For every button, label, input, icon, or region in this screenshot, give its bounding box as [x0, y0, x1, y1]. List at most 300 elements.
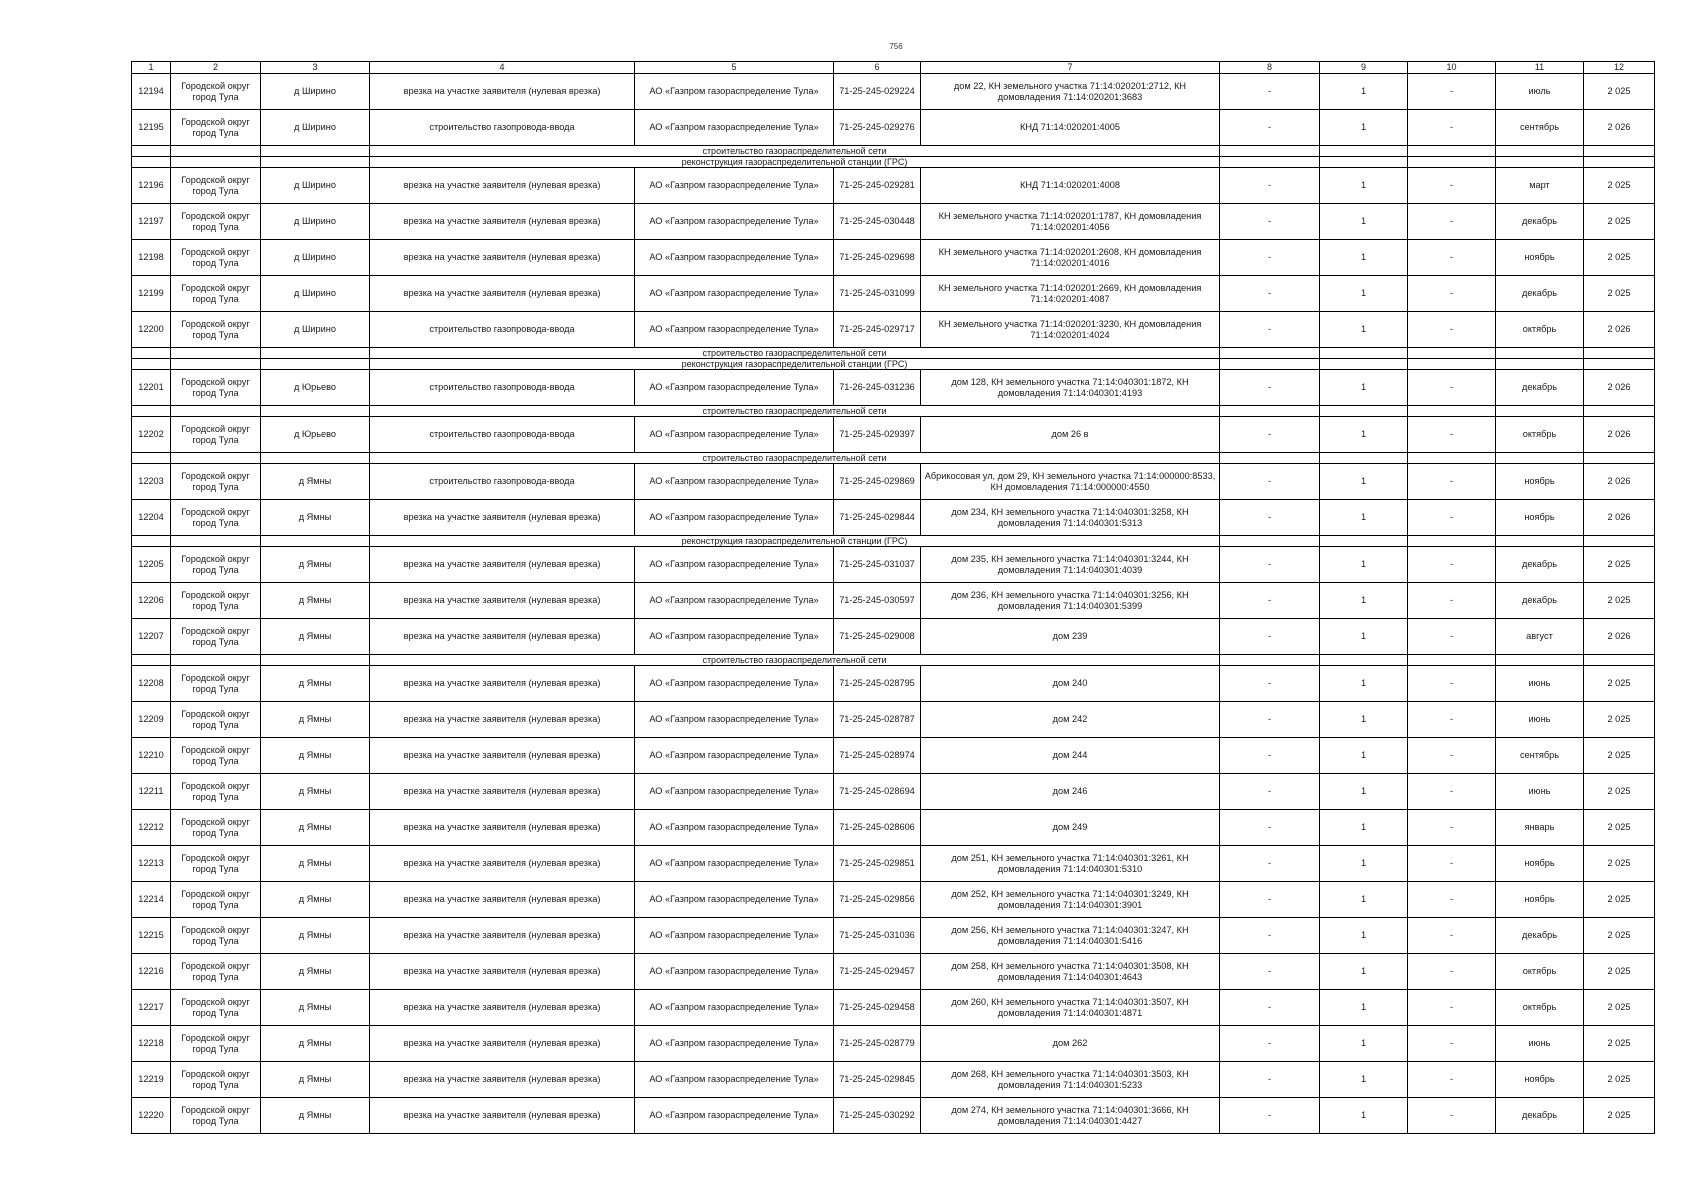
locality-cell: д Ямны: [261, 738, 370, 774]
empty-cell: [261, 655, 370, 666]
locality-cell: д Ямны: [261, 1026, 370, 1062]
column-header: 11: [1496, 62, 1584, 74]
column-header: 12: [1584, 62, 1655, 74]
table-row: [132, 583, 1655, 619]
year-cell: 2 025: [1584, 204, 1655, 240]
quantity-cell: 1: [1320, 370, 1408, 406]
empty-cell: [1220, 348, 1320, 359]
quantity-cell: 1: [1320, 954, 1408, 990]
table-row: [132, 168, 1655, 204]
empty-cell: [261, 348, 370, 359]
empty-cell: [171, 157, 261, 168]
empty-cell: [1496, 453, 1584, 464]
column-10-cell: -: [1408, 619, 1496, 655]
month-cell: январь: [1496, 810, 1584, 846]
address-cell: КН земельного участка 71:14:020201:2608, КН домовладения 71:14:020201:4016: [921, 240, 1220, 276]
district-cell: Городской округ город Тула: [171, 954, 261, 990]
district-cell: Городской округ город Тула: [171, 918, 261, 954]
year-cell: 2 026: [1584, 417, 1655, 453]
column-header: 8: [1220, 62, 1320, 74]
row-number: 12219: [132, 1062, 171, 1098]
month-cell: октябрь: [1496, 417, 1584, 453]
column-8-cell: -: [1220, 547, 1320, 583]
row-number: 12202: [132, 417, 171, 453]
empty-cell: [1220, 359, 1320, 370]
year-cell: 2 025: [1584, 810, 1655, 846]
district-cell: Городской округ город Тула: [171, 666, 261, 702]
column-header: 10: [1408, 62, 1496, 74]
locality-cell: д Ямны: [261, 990, 370, 1026]
column-10-cell: -: [1408, 846, 1496, 882]
quantity-cell: 1: [1320, 240, 1408, 276]
locality-cell: д Ямны: [261, 882, 370, 918]
table-row: [132, 954, 1655, 990]
project-code-cell: 71-25-245-030448: [834, 204, 921, 240]
organization-cell: АО «Газпром газораспределение Тула»: [635, 846, 834, 882]
month-cell: декабрь: [1496, 583, 1584, 619]
year-cell: 2 025: [1584, 168, 1655, 204]
address-cell: дом 268, КН земельного участка 71:14:040301:3503, КН домовладения 71:14:040301:5233: [921, 1062, 1220, 1098]
empty-cell: [1408, 655, 1496, 666]
empty-cell: [171, 453, 261, 464]
column-10-cell: -: [1408, 417, 1496, 453]
district-cell: Городской округ город Тула: [171, 882, 261, 918]
month-cell: июнь: [1496, 666, 1584, 702]
project-code-cell: 71-25-245-029698: [834, 240, 921, 276]
column-10-cell: -: [1408, 738, 1496, 774]
column-8-cell: -: [1220, 370, 1320, 406]
empty-cell: [1220, 406, 1320, 417]
column-header: 1: [132, 62, 171, 74]
year-cell: 2 026: [1584, 370, 1655, 406]
row-number: 12197: [132, 204, 171, 240]
address-cell: дом 246: [921, 774, 1220, 810]
column-10-cell: -: [1408, 240, 1496, 276]
year-cell: 2 026: [1584, 312, 1655, 348]
project-code-cell: 71-25-245-029844: [834, 500, 921, 536]
column-8-cell: -: [1220, 417, 1320, 453]
column-10-cell: -: [1408, 370, 1496, 406]
column-8-cell: -: [1220, 168, 1320, 204]
locality-cell: д Ширино: [261, 276, 370, 312]
district-cell: Городской округ город Тула: [171, 583, 261, 619]
district-cell: Городской округ город Тула: [171, 110, 261, 146]
column-8-cell: -: [1220, 204, 1320, 240]
section-separator-row: [132, 359, 1655, 370]
quantity-cell: 1: [1320, 547, 1408, 583]
district-cell: Городской округ город Тула: [171, 846, 261, 882]
locality-cell: д Ямны: [261, 774, 370, 810]
row-number: 12220: [132, 1098, 171, 1134]
address-cell: КНД 71:14:020201:4008: [921, 168, 1220, 204]
address-cell: дом 244: [921, 738, 1220, 774]
table-row: [132, 738, 1655, 774]
organization-cell: АО «Газпром газораспределение Тула»: [635, 774, 834, 810]
table-row: [132, 1026, 1655, 1062]
month-cell: ноябрь: [1496, 240, 1584, 276]
month-cell: октябрь: [1496, 954, 1584, 990]
table-row: [132, 702, 1655, 738]
month-cell: декабрь: [1496, 276, 1584, 312]
column-10-cell: -: [1408, 583, 1496, 619]
address-cell: дом 256, КН земельного участка 71:14:040301:3247, КН домовладения 71:14:040301:5416: [921, 918, 1220, 954]
project-code-cell: 71-25-245-028779: [834, 1026, 921, 1062]
project-code-cell: 71-25-245-030597: [834, 583, 921, 619]
table-row: [132, 774, 1655, 810]
district-cell: Городской округ город Тула: [171, 547, 261, 583]
column-8-cell: -: [1220, 1026, 1320, 1062]
empty-cell: [1584, 655, 1655, 666]
address-cell: КН земельного участка 71:14:020201:2669, КН домовладения 71:14:020201:4087: [921, 276, 1220, 312]
table-row: [132, 312, 1655, 348]
column-header: 6: [834, 62, 921, 74]
table-row: [132, 204, 1655, 240]
organization-cell: АО «Газпром газораспределение Тула»: [635, 583, 834, 619]
address-cell: КНД 71:14:020201:4005: [921, 110, 1220, 146]
table-row: [132, 417, 1655, 453]
organization-cell: АО «Газпром газораспределение Тула»: [635, 168, 834, 204]
work-type-cell: строительство газопровода-ввода: [370, 370, 635, 406]
row-number: 12206: [132, 583, 171, 619]
quantity-cell: 1: [1320, 702, 1408, 738]
column-header: 4: [370, 62, 635, 74]
locality-cell: д Ямны: [261, 954, 370, 990]
project-code-cell: 71-25-245-029717: [834, 312, 921, 348]
month-cell: июнь: [1496, 1026, 1584, 1062]
address-cell: дом 242: [921, 702, 1220, 738]
organization-cell: АО «Газпром газораспределение Тула»: [635, 204, 834, 240]
empty-cell: [1320, 348, 1408, 359]
organization-cell: АО «Газпром газораспределение Тула»: [635, 276, 834, 312]
locality-cell: д Ямны: [261, 500, 370, 536]
organization-cell: АО «Газпром газораспределение Тула»: [635, 702, 834, 738]
empty-cell: [1496, 348, 1584, 359]
row-number: 12198: [132, 240, 171, 276]
locality-cell: д Ширино: [261, 74, 370, 110]
year-cell: 2 025: [1584, 666, 1655, 702]
quantity-cell: 1: [1320, 619, 1408, 655]
row-number: 12211: [132, 774, 171, 810]
empty-cell: [1408, 406, 1496, 417]
table-row: [132, 882, 1655, 918]
organization-cell: АО «Газпром газораспределение Тула»: [635, 1062, 834, 1098]
organization-cell: АО «Газпром газораспределение Тула»: [635, 882, 834, 918]
year-cell: 2 025: [1584, 547, 1655, 583]
empty-cell: [1496, 146, 1584, 157]
table-row: [132, 990, 1655, 1026]
empty-cell: [1220, 536, 1320, 547]
year-cell: 2 025: [1584, 1062, 1655, 1098]
locality-cell: д Ямны: [261, 547, 370, 583]
row-number: 12196: [132, 168, 171, 204]
project-code-cell: 71-25-245-029458: [834, 990, 921, 1026]
section-separator-row: [132, 453, 1655, 464]
organization-cell: АО «Газпром газораспределение Тула»: [635, 619, 834, 655]
column-8-cell: -: [1220, 990, 1320, 1026]
column-10-cell: -: [1408, 990, 1496, 1026]
quantity-cell: 1: [1320, 738, 1408, 774]
table-row: [132, 846, 1655, 882]
row-number: 12200: [132, 312, 171, 348]
table-row: [132, 619, 1655, 655]
work-type-cell: врезка на участке заявителя (нулевая врезка): [370, 276, 635, 312]
locality-cell: д Ямны: [261, 619, 370, 655]
quantity-cell: 1: [1320, 1062, 1408, 1098]
work-type-cell: строительство газопровода-ввода: [370, 110, 635, 146]
column-10-cell: -: [1408, 774, 1496, 810]
empty-cell: [171, 359, 261, 370]
work-type-cell: врезка на участке заявителя (нулевая врезка): [370, 204, 635, 240]
empty-cell: [1408, 453, 1496, 464]
project-code-cell: 71-25-245-028606: [834, 810, 921, 846]
row-number: 12218: [132, 1026, 171, 1062]
table-row: [132, 810, 1655, 846]
column-8-cell: -: [1220, 240, 1320, 276]
row-number: 12194: [132, 74, 171, 110]
year-cell: 2 025: [1584, 990, 1655, 1026]
row-number: 12195: [132, 110, 171, 146]
project-code-cell: 71-26-245-031236: [834, 370, 921, 406]
empty-cell: [1584, 348, 1655, 359]
table-row: [132, 1062, 1655, 1098]
organization-cell: АО «Газпром газораспределение Тула»: [635, 954, 834, 990]
column-10-cell: -: [1408, 204, 1496, 240]
empty-cell: [1320, 406, 1408, 417]
organization-cell: АО «Газпром газораспределение Тула»: [635, 547, 834, 583]
month-cell: декабрь: [1496, 547, 1584, 583]
district-cell: Городской округ город Тула: [171, 702, 261, 738]
column-8-cell: -: [1220, 276, 1320, 312]
column-8-cell: -: [1220, 619, 1320, 655]
column-10-cell: -: [1408, 547, 1496, 583]
project-code-cell: 71-25-245-029851: [834, 846, 921, 882]
project-code-cell: 71-25-245-029276: [834, 110, 921, 146]
district-cell: Городской округ город Тула: [171, 1062, 261, 1098]
organization-cell: АО «Газпром газораспределение Тула»: [635, 1098, 834, 1134]
empty-cell: [1584, 536, 1655, 547]
district-cell: Городской округ город Тула: [171, 464, 261, 500]
column-header: 7: [921, 62, 1220, 74]
district-cell: Городской округ город Тула: [171, 74, 261, 110]
empty-cell: [1584, 453, 1655, 464]
empty-cell: [261, 453, 370, 464]
project-code-cell: 71-25-245-029224: [834, 74, 921, 110]
organization-cell: АО «Газпром газораспределение Тула»: [635, 810, 834, 846]
table-row: [132, 276, 1655, 312]
district-cell: Городской округ город Тула: [171, 810, 261, 846]
column-10-cell: -: [1408, 1098, 1496, 1134]
month-cell: декабрь: [1496, 370, 1584, 406]
empty-cell: [171, 536, 261, 547]
empty-cell: [1584, 157, 1655, 168]
project-code-cell: 71-25-245-029397: [834, 417, 921, 453]
month-cell: декабрь: [1496, 918, 1584, 954]
table-row: [132, 74, 1655, 110]
empty-cell: [132, 453, 171, 464]
work-type-cell: врезка на участке заявителя (нулевая врезка): [370, 918, 635, 954]
address-cell: дом 240: [921, 666, 1220, 702]
district-cell: Городской округ город Тула: [171, 619, 261, 655]
column-10-cell: -: [1408, 312, 1496, 348]
address-cell: дом 260, КН земельного участка 71:14:040301:3507, КН домовладения 71:14:040301:4871: [921, 990, 1220, 1026]
empty-cell: [261, 146, 370, 157]
district-cell: Городской округ город Тула: [171, 500, 261, 536]
quantity-cell: 1: [1320, 583, 1408, 619]
section-separator-row: [132, 406, 1655, 417]
year-cell: 2 025: [1584, 1026, 1655, 1062]
locality-cell: д Ямны: [261, 810, 370, 846]
empty-cell: [171, 406, 261, 417]
column-8-cell: -: [1220, 500, 1320, 536]
work-type-cell: строительство газопровода-ввода: [370, 464, 635, 500]
locality-cell: д Ямны: [261, 1098, 370, 1134]
work-type-cell: врезка на участке заявителя (нулевая врезка): [370, 500, 635, 536]
row-number: 12199: [132, 276, 171, 312]
locality-cell: д Ямны: [261, 464, 370, 500]
row-number: 12213: [132, 846, 171, 882]
work-type-cell: врезка на участке заявителя (нулевая врезка): [370, 583, 635, 619]
section-label: реконструкция газораспределительной станции (ГРС): [370, 157, 1220, 168]
address-cell: дом 252, КН земельного участка 71:14:040301:3249, КН домовладения 71:14:040301:3901: [921, 882, 1220, 918]
empty-cell: [1220, 146, 1320, 157]
address-cell: дом 22, КН земельного участка 71:14:020201:2712, КН домовладения 71:14:020201:3683: [921, 74, 1220, 110]
organization-cell: АО «Газпром газораспределение Тула»: [635, 312, 834, 348]
organization-cell: АО «Газпром газораспределение Тула»: [635, 918, 834, 954]
locality-cell: д Ямны: [261, 702, 370, 738]
organization-cell: АО «Газпром газораспределение Тула»: [635, 110, 834, 146]
quantity-cell: 1: [1320, 774, 1408, 810]
table-row: [132, 666, 1655, 702]
empty-cell: [132, 655, 171, 666]
section-separator-row: [132, 146, 1655, 157]
empty-cell: [1320, 157, 1408, 168]
work-type-cell: врезка на участке заявителя (нулевая врезка): [370, 666, 635, 702]
organization-cell: АО «Газпром газораспределение Тула»: [635, 666, 834, 702]
work-type-cell: врезка на участке заявителя (нулевая врезка): [370, 619, 635, 655]
work-type-cell: врезка на участке заявителя (нулевая врезка): [370, 954, 635, 990]
empty-cell: [1320, 146, 1408, 157]
organization-cell: АО «Газпром газораспределение Тула»: [635, 1026, 834, 1062]
locality-cell: д Ямны: [261, 666, 370, 702]
empty-cell: [132, 406, 171, 417]
project-code-cell: 71-25-245-028795: [834, 666, 921, 702]
column-8-cell: -: [1220, 774, 1320, 810]
district-cell: Городской округ город Тула: [171, 240, 261, 276]
column-8-cell: -: [1220, 954, 1320, 990]
year-cell: 2 025: [1584, 1098, 1655, 1134]
quantity-cell: 1: [1320, 110, 1408, 146]
month-cell: октябрь: [1496, 312, 1584, 348]
work-type-cell: врезка на участке заявителя (нулевая врезка): [370, 738, 635, 774]
row-number: 12215: [132, 918, 171, 954]
table-row: [132, 500, 1655, 536]
column-10-cell: -: [1408, 276, 1496, 312]
empty-cell: [132, 536, 171, 547]
month-cell: август: [1496, 619, 1584, 655]
empty-cell: [1584, 406, 1655, 417]
month-cell: октябрь: [1496, 990, 1584, 1026]
column-10-cell: -: [1408, 882, 1496, 918]
column-8-cell: -: [1220, 312, 1320, 348]
month-cell: июнь: [1496, 774, 1584, 810]
column-8-cell: -: [1220, 666, 1320, 702]
address-cell: дом 239: [921, 619, 1220, 655]
quantity-cell: 1: [1320, 1098, 1408, 1134]
quantity-cell: 1: [1320, 666, 1408, 702]
year-cell: 2 025: [1584, 918, 1655, 954]
table-row: [132, 110, 1655, 146]
month-cell: декабрь: [1496, 1098, 1584, 1134]
empty-cell: [132, 348, 171, 359]
column-10-cell: -: [1408, 702, 1496, 738]
year-cell: 2 025: [1584, 846, 1655, 882]
locality-cell: д Ямны: [261, 1062, 370, 1098]
column-8-cell: -: [1220, 583, 1320, 619]
district-cell: Городской округ город Тула: [171, 370, 261, 406]
month-cell: ноябрь: [1496, 846, 1584, 882]
work-type-cell: строительство газопровода-ввода: [370, 417, 635, 453]
locality-cell: д Ширино: [261, 204, 370, 240]
empty-cell: [261, 536, 370, 547]
work-type-cell: врезка на участке заявителя (нулевая врезка): [370, 702, 635, 738]
empty-cell: [1584, 359, 1655, 370]
month-cell: декабрь: [1496, 204, 1584, 240]
empty-cell: [1220, 655, 1320, 666]
column-10-cell: -: [1408, 500, 1496, 536]
section-separator-row: [132, 157, 1655, 168]
year-cell: 2 025: [1584, 954, 1655, 990]
locality-cell: д Ширино: [261, 110, 370, 146]
section-label: строительство газораспределительной сети: [370, 655, 1220, 666]
year-cell: 2 025: [1584, 702, 1655, 738]
organization-cell: АО «Газпром газораспределение Тула»: [635, 464, 834, 500]
organization-cell: АО «Газпром газораспределение Тула»: [635, 738, 834, 774]
district-cell: Городской округ город Тула: [171, 168, 261, 204]
work-type-cell: врезка на участке заявителя (нулевая врезка): [370, 240, 635, 276]
month-cell: ноябрь: [1496, 1062, 1584, 1098]
locality-cell: д Юрьево: [261, 417, 370, 453]
page-number: 756: [889, 42, 903, 51]
empty-cell: [171, 655, 261, 666]
section-label: строительство газораспределительной сети: [370, 146, 1220, 157]
table-row: [132, 464, 1655, 500]
organization-cell: АО «Газпром газораспределение Тула»: [635, 370, 834, 406]
work-type-cell: врезка на участке заявителя (нулевая врезка): [370, 774, 635, 810]
section-separator-row: [132, 655, 1655, 666]
empty-cell: [1320, 453, 1408, 464]
section-label: строительство газораспределительной сети: [370, 406, 1220, 417]
empty-cell: [1584, 146, 1655, 157]
project-code-cell: 71-25-245-028694: [834, 774, 921, 810]
empty-cell: [1220, 453, 1320, 464]
month-cell: сентябрь: [1496, 738, 1584, 774]
quantity-cell: 1: [1320, 312, 1408, 348]
empty-cell: [132, 146, 171, 157]
column-8-cell: -: [1220, 882, 1320, 918]
work-type-cell: врезка на участке заявителя (нулевая врезка): [370, 846, 635, 882]
address-cell: Абрикосовая ул, дом 29, КН земельного участка 71:14:000000:8533, КН домовладения 71:14:000000:4550: [921, 464, 1220, 500]
empty-cell: [1408, 146, 1496, 157]
year-cell: 2 025: [1584, 882, 1655, 918]
empty-cell: [132, 359, 171, 370]
locality-cell: д Ямны: [261, 583, 370, 619]
address-cell: дом 234, КН земельного участка 71:14:040301:3258, КН домовладения 71:14:040301:5313: [921, 500, 1220, 536]
quantity-cell: 1: [1320, 500, 1408, 536]
work-type-cell: врезка на участке заявителя (нулевая врезка): [370, 990, 635, 1026]
locality-cell: д Ширино: [261, 168, 370, 204]
work-type-cell: врезка на участке заявителя (нулевая врезка): [370, 882, 635, 918]
empty-cell: [1496, 406, 1584, 417]
